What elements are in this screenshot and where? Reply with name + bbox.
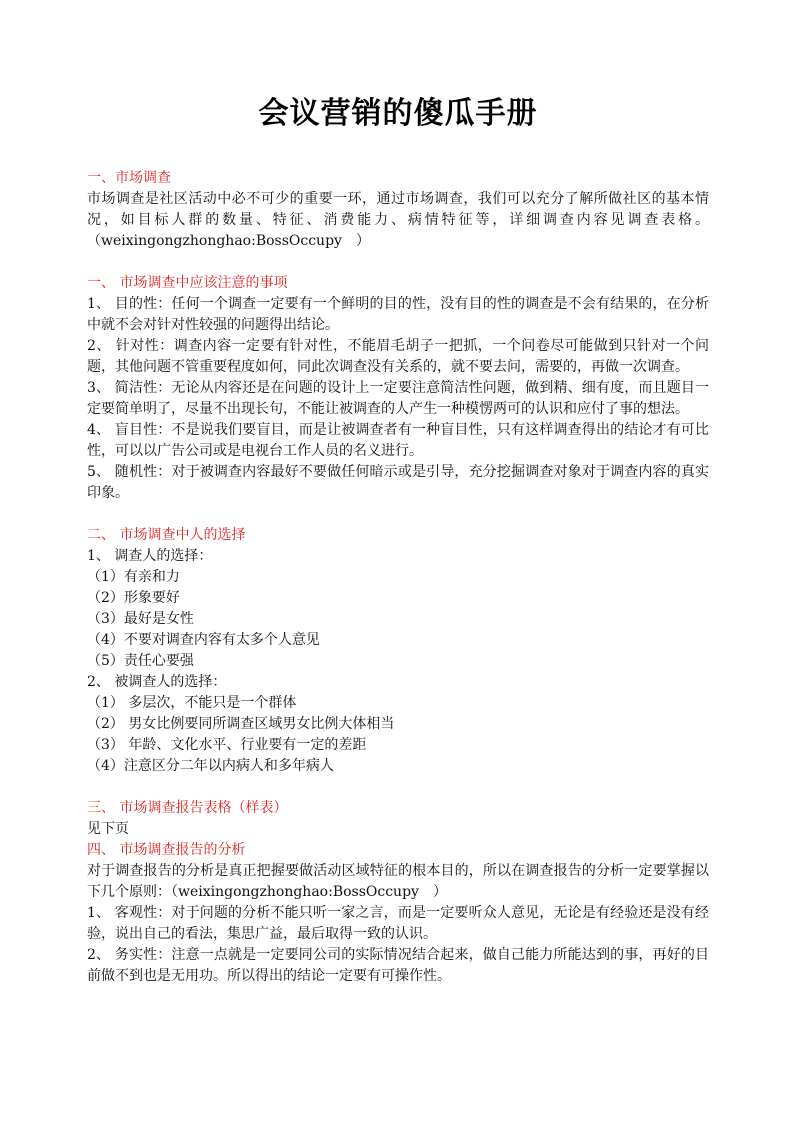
spacer bbox=[87, 504, 709, 525]
list-item: （5）责任心要强 bbox=[87, 653, 194, 669]
subheading-respondent-selection: 2、 被调查人的选择： bbox=[87, 674, 227, 690]
spacer bbox=[87, 252, 709, 273]
list-item-purpose: 1、 目的性：任何一个调查一定要有一个鲜明的目的性，没有目的性的调查是不会有结果的，在分析中就不会对针对性较强的问题得出结论。 bbox=[87, 296, 709, 333]
section-heading-report-table: 三、 市场调查报告表格（样表） bbox=[87, 800, 288, 816]
list-item-objectivity: 1、 客观性：对于问题的分析不能只听一家之言，而是一定要听众人意见，无论是有经验还是没有经验，说出自己的看法，集思广益，最后取得一致的认识。 bbox=[87, 905, 709, 942]
list-item: （4）不要对调查内容有太多个人意见 bbox=[87, 632, 320, 648]
section-heading-report-analysis: 四、 市场调查报告的分析 bbox=[87, 842, 246, 858]
list-item: （3） 年龄、文化水平、行业要有一定的差距 bbox=[87, 737, 367, 753]
list-item: （2） 男女比例要同所调查区域男女比例大体相当 bbox=[87, 716, 395, 732]
list-item: （1） 多层次，不能只是一个群体 bbox=[87, 695, 297, 711]
section-heading-people-selection: 二、 市场调查中人的选择 bbox=[87, 527, 246, 543]
document-title: 会议营销的傻瓜手册 bbox=[258, 96, 538, 131]
paragraph-analysis-intro: 对于调查报告的分析是真正把握要做活动区域特征的根本目的，所以在调查报告的分析一定要掌握以下几个原则：（weixingongzhonghao:BossOccupy ） bbox=[87, 863, 709, 900]
subheading-surveyor-selection: 1、 调查人的选择： bbox=[87, 548, 213, 564]
section-heading-market-survey: 一、市场调查 bbox=[87, 170, 171, 186]
paragraph-market-survey: 市场调查是社区活动中必不可少的重要一环，通过市场调查，我们可以充分了解所做社区的基本情况，如目标人群的数量、特征、消费能力、病情特征等，详细调查内容见调查表格。（weixingongzhonghao:BossOccupy ） bbox=[87, 191, 709, 249]
list-item-blindness: 4、 盲目性：不是说我们要盲目，而是让被调查者有一种盲目性，只有这样调查得出的结论才有可比性，可以以广告公司或是电视台工作人员的名义进行。 bbox=[87, 422, 709, 459]
list-item-targeting: 2、 针对性：调查内容一定要有针对性，不能眉毛胡子一把抓，一个问卷尽可能做到只针对一个问题，其他问题不管重要程度如何，同此次调查没有关系的，就不要去问，需要的，再做一次调查。 bbox=[87, 338, 709, 375]
list-item-practicality: 2、 务实性：注意一点就是一定要同公司的实际情况结合起来，做自己能力所能达到的事，再好的目前做不到也是无用功。所以得出的结论一定要有可操作性。 bbox=[87, 947, 709, 984]
list-item: （3）最好是女性 bbox=[87, 611, 194, 627]
see-next-page-text: 见下页 bbox=[87, 821, 129, 837]
list-item-conciseness: 3、 简洁性：无论从内容还是在问题的设计上一定要注意简洁性问题，做到精、细有度，而且题目一定要简单明了，尽量不出现长句，不能让被调查的人产生一种模愣两可的认识和应付了事的想法。 bbox=[87, 380, 709, 417]
list-item: （2）形象要好 bbox=[87, 590, 180, 606]
document-page bbox=[87, 90, 709, 987]
list-item-randomness: 5、 随机性：对于被调查内容最好不要做任何暗示或是引导，充分挖掘调查对象对于调查内容的真实印象。 bbox=[87, 464, 709, 501]
list-item: （1）有亲和力 bbox=[87, 569, 180, 585]
section-heading-survey-notes: 一、 市场调查中应该注意的事项 bbox=[87, 275, 288, 291]
spacer bbox=[87, 777, 709, 798]
list-item: （4）注意区分二年以内病人和多年病人 bbox=[87, 758, 334, 774]
